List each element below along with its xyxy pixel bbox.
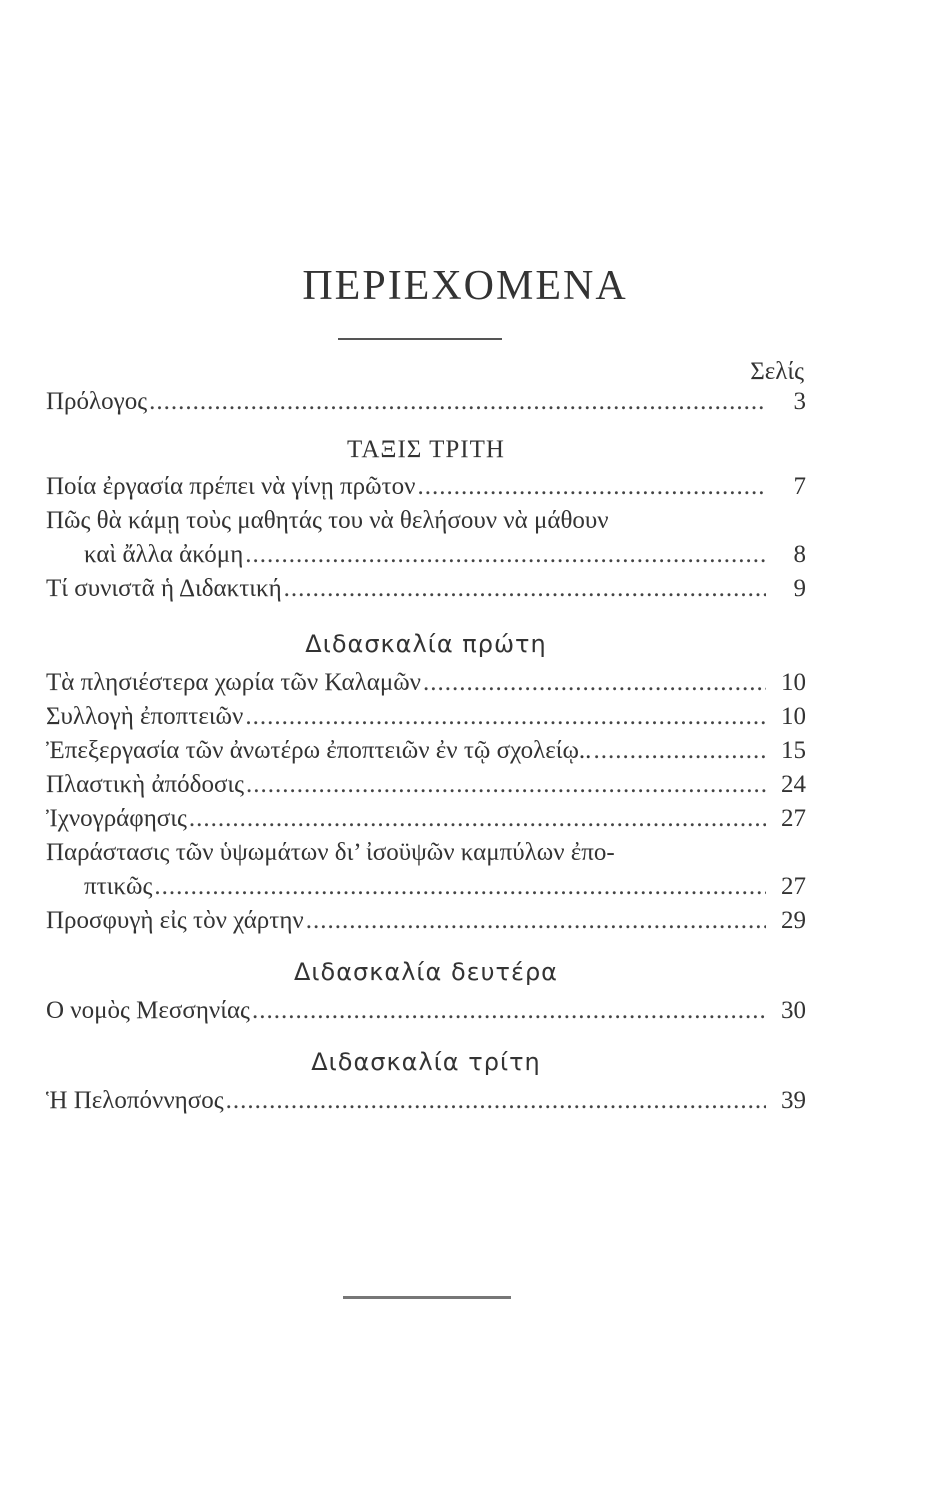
toc-entry-line — [46, 504, 806, 538]
toc-entry-page: 3 — [793, 388, 806, 415]
toc-section-taxis — [46, 430, 806, 606]
toc-entry — [46, 572, 806, 606]
toc-entry-text: Πῶς θὰ κάμῃ τοὺς μαθητάς του νὰ θελήσουν νὰ μάθουν — [46, 507, 609, 534]
toc-entry — [46, 768, 806, 802]
toc-entry-text: Ποία ἐργασία πρέπει νὰ γίνῃ πρῶτον — [46, 473, 416, 500]
toc-section-lesson-2 — [46, 950, 806, 1028]
toc-entry — [46, 870, 806, 904]
dot-leader — [246, 768, 766, 802]
dot-leader — [417, 470, 766, 504]
dot-leader — [154, 870, 766, 904]
toc-entry-text: Συλλογὴ ἐποπτειῶν — [46, 703, 244, 730]
toc-entry-text: Ο νομὸς Μεσσηνίας — [46, 997, 250, 1024]
toc-entry-page: 27 — [781, 805, 806, 832]
toc-entry — [46, 385, 806, 419]
toc-entry-page: 10 — [781, 703, 806, 730]
toc-entry-page: 15 — [781, 737, 806, 764]
toc-entry-text: Ἰχνογράφησις — [46, 805, 187, 832]
toc-entry — [46, 734, 806, 768]
toc-entry-page: 24 — [781, 771, 806, 798]
dot-leader — [252, 994, 766, 1028]
section-heading: Διδασκαλία δευτέρα — [293, 958, 558, 986]
page-title: ΠΕΡΙΕΧΟΜΕΝΑ — [302, 263, 628, 309]
toc-section-lesson-3 — [46, 1040, 806, 1118]
toc-entry-text: Πρόλογος — [46, 388, 148, 415]
toc-entry-text: Ἡ Πελοπόννησος — [46, 1087, 224, 1114]
toc-entry — [46, 700, 806, 734]
toc-entry-text: Τί συνιστᾶ ἡ Διδακτική — [46, 575, 282, 602]
toc-entry-page: 9 — [793, 575, 806, 602]
dot-leader — [306, 904, 766, 938]
toc-entry — [46, 666, 806, 700]
toc-section-lesson-1 — [46, 622, 806, 938]
dot-leader — [245, 538, 766, 572]
title-divider — [338, 338, 502, 340]
toc-entry-text: Παράστασις τῶν ὑψωμάτων δι’ ἰσοϋψῶν καμπύλων ἐπο- — [46, 839, 615, 866]
pages-column-label: Σελίς — [750, 358, 804, 385]
dot-leader — [149, 385, 766, 419]
section-heading: ΤΑΞΙΣ ΤΡΙΤΗ — [347, 436, 505, 463]
toc-entry — [46, 1084, 806, 1118]
toc-entry — [46, 904, 806, 938]
toc-entry-page: 27 — [781, 873, 806, 900]
toc-entry-text: καὶ ἄλλα ἀκόμη — [84, 541, 244, 568]
dot-leader — [189, 802, 766, 836]
toc-entry-line — [46, 836, 806, 870]
section-heading: Διδασκαλία τρίτη — [311, 1048, 541, 1076]
toc-entry-page: 30 — [781, 997, 806, 1024]
toc-prologue — [46, 385, 806, 419]
toc-entry-text: πτικῶς — [84, 873, 153, 900]
toc-entry — [46, 470, 806, 504]
toc-entry-page: 7 — [793, 473, 806, 500]
dot-leader — [245, 700, 766, 734]
dot-leader — [423, 666, 766, 700]
dot-leader — [593, 734, 766, 768]
toc-entry-text: Τὰ πλησιέστερα χωρία τῶν Καλαμῶν — [46, 669, 421, 696]
toc-entry — [46, 802, 806, 836]
toc-entry-text: Πλαστικὴ ἀπόδοσις — [46, 771, 245, 798]
toc-entry-page: 8 — [793, 541, 806, 568]
toc-entry-page: 10 — [781, 669, 806, 696]
dot-leader — [226, 1084, 766, 1118]
toc-entry-text: Ἐπεξεργασία τῶν ἀνωτέρω ἐποπτειῶν ἐν τῷ σχολείῳ.. — [46, 737, 592, 764]
bottom-divider — [343, 1296, 511, 1299]
section-heading: Διδασκαλία πρώτη — [305, 630, 547, 658]
toc-entry-page: 39 — [781, 1087, 806, 1114]
toc-entry-page: 29 — [781, 907, 806, 934]
toc-entry — [46, 538, 806, 572]
toc-entry-text: Προσφυγὴ εἰς τὸν χάρτην — [46, 907, 304, 934]
toc-entry — [46, 994, 806, 1028]
dot-leader — [284, 572, 766, 606]
